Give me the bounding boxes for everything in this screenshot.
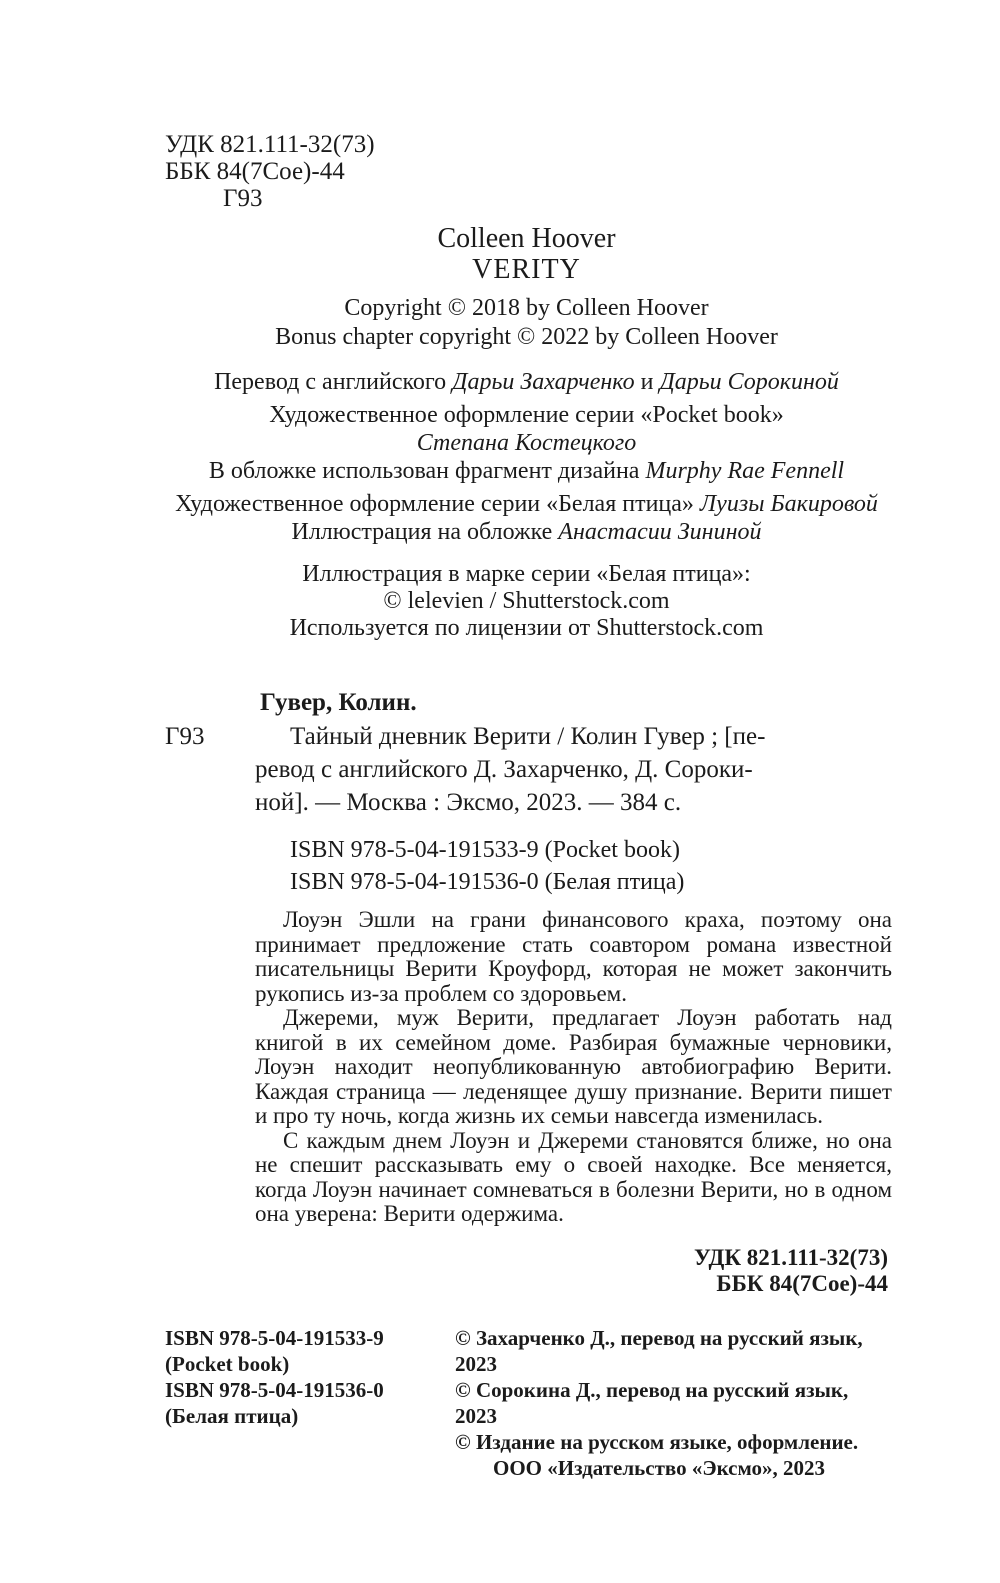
classification-codes — [165, 131, 888, 212]
annotation-paragraph: С каждым днем Лоуэн и Джереми становятся ближе, но она не спешит рассказывать ему о своей находке. Все меняется, когда Лоуэн начинает сомневаться в болезни Верити, но в одном она уверена: Верити одержима. — [255, 1127, 892, 1226]
pocket-series-design-credit: Художественное оформление серии «Pocket book» — [269, 402, 784, 428]
catalog-description — [255, 720, 888, 819]
bbk-code: ББК 84(7Сое)-44 — [165, 158, 345, 185]
catalog-line: Тайный дневник Верити / Колин Гувер ; [пе- — [290, 723, 766, 750]
pocket-series-designer — [165, 429, 888, 457]
isbn-bottom-line: (Белая птица) — [165, 1403, 299, 1428]
license-block — [165, 561, 888, 642]
translator-name-1: Дарьи Захарченко — [452, 369, 635, 395]
cover-illustration-credit — [165, 518, 888, 546]
catalog-line: ревод с английского Д. Захарченко, Д. Сороки- — [255, 756, 753, 783]
catalog-entry — [165, 688, 888, 819]
white-bird-series-designer-name: Луизы Бакировой — [699, 491, 878, 517]
imprint-bottom-block — [165, 1325, 888, 1481]
book-title: VERITY — [472, 254, 581, 285]
cover-fragment-prefix: В обложке использован фрагмент дизайна — [208, 458, 646, 484]
copyright-line-2018: Copyright © 2018 by Colleen Hoover — [344, 295, 709, 321]
translation-credit — [165, 367, 888, 397]
white-bird-series-prefix: Художественное оформление серии «Белая птица» — [175, 491, 700, 517]
isbn-bottom-column — [165, 1325, 455, 1481]
isbn-block — [290, 834, 888, 898]
annotation-paragraph: Джереми, муж Верити, предлагает Лоуэн работать над книгой в их семейном доме. Разбирая бумажные черновики, Лоуэн находит неопубликованную автобиографию Верити. Каждая страница — леденящее душу признание. Верити пишет и про ту ночь, когда жизнь их семьи навсегда изменилась. — [255, 1005, 892, 1128]
catalog-entry-row — [165, 720, 888, 819]
pocket-series-designer-name: Степана Костецкого — [416, 430, 637, 456]
translator-name-2: Дарьи Сорокиной — [659, 369, 839, 395]
copyright-bottom-line: © Захарченко Д., перевод на русский язык, 2023 — [455, 1325, 863, 1376]
isbn-bottom-line: (Pocket book) — [165, 1351, 290, 1376]
bbk-code-bottom: ББК 84(7Сое)-44 — [716, 1270, 888, 1296]
annotation-paragraph: Лоуэн Эшли на грани финансового краха, поэтому она принимает предложение стать соавтором романа известной писательницы Верити Кроуфорд, которая не может закончить рукопись из-за проблем со здоровьем. — [255, 907, 892, 1006]
annotation — [255, 908, 892, 1227]
isbn-bottom-line: ISBN 978-5-04-191536-0 — [165, 1377, 384, 1402]
copyright-notice-block — [165, 294, 888, 352]
udk-code: УДК 821.111-32(73) — [165, 131, 375, 158]
catalog-author: Гувер, Колин. — [260, 689, 417, 716]
classification-codes-bottom — [165, 1245, 888, 1297]
series-mark-illustration-note: Иллюстрация в марке серии «Белая птица»: — [302, 561, 751, 587]
cover-fragment-credit — [165, 457, 888, 485]
copyright-bottom-line: © Сорокина Д., перевод на русский язык, 2023 — [455, 1377, 849, 1428]
cover-illustrator-name: Анастасии Зининой — [558, 519, 762, 545]
shutterstock-credit: © lelevien / Shutterstock.com — [383, 588, 670, 614]
book-author: Colleen Hoover — [437, 223, 616, 254]
isbn-bottom-line: ISBN 978-5-04-191533-9 — [165, 1325, 384, 1350]
author-sign-code: Г93 — [223, 185, 263, 212]
copyright-bottom-line: © Издание на русском языке, оформление. — [455, 1429, 859, 1454]
translation-credit-prefix: Перевод с английского — [214, 369, 453, 395]
copyright-bottom-column — [455, 1325, 888, 1481]
cover-illustration-prefix: Иллюстрация на обложке — [291, 519, 559, 545]
white-bird-series-credit — [165, 490, 888, 518]
copyright-line-bonus: Bonus chapter copyright © 2022 by Colleen Hoover — [275, 324, 778, 350]
edition-credits — [165, 367, 888, 546]
catalog-code: Г93 — [165, 723, 205, 750]
isbn-line-pocket: ISBN 978-5-04-191533-9 (Pocket book) — [290, 837, 680, 863]
copyright-bottom-line: ООО «Издательство «Эксмо», 2023 — [493, 1455, 826, 1480]
license-note: Используется по лицензии от Shutterstock.com — [289, 615, 764, 641]
catalog-line: ной]. — Москва : Эксмо, 2023. — 384 с. — [255, 789, 682, 816]
udk-code-bottom: УДК 821.111-32(73) — [694, 1244, 888, 1270]
title-block — [165, 224, 888, 352]
translation-credit-and: и — [634, 369, 660, 395]
isbn-line-white-bird: ISBN 978-5-04-191536-0 (Белая птица) — [290, 869, 685, 895]
cover-fragment-designer-name: Murphy Rae Fennell — [645, 458, 845, 484]
